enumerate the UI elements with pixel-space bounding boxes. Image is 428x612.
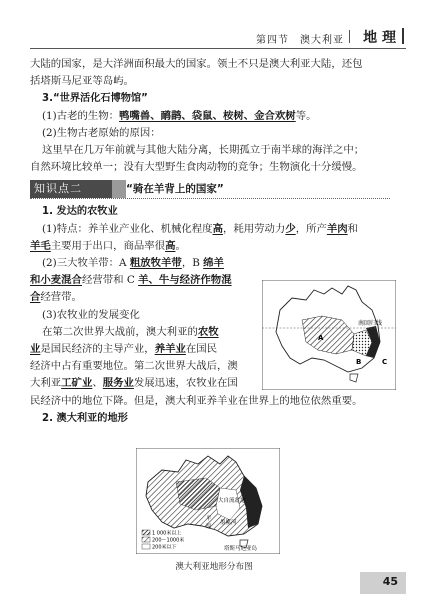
blank-answer: 少 — [285, 222, 296, 235]
text-run: ，所产 — [295, 222, 327, 235]
text-line: 自然环境比较单一；没有大型野生食肉动物的竞争；生物演化十分缓慢。 — [30, 161, 363, 174]
river-label: 墨累河 — [220, 520, 237, 526]
header-subject: 地 理 — [363, 30, 396, 46]
legend-label-high: 1 000米以上 — [152, 530, 182, 537]
text-run: 、 — [92, 377, 103, 390]
blank-answer: 粗放牧羊带 — [129, 257, 182, 270]
tropic-label: 南回归线 — [358, 320, 383, 327]
blank-answer: 服务业 — [102, 377, 134, 390]
legend-swatch-low — [142, 544, 150, 549]
text-run: 经营带和 C — [81, 274, 139, 287]
blank-answer: 工矿业 — [61, 377, 93, 390]
map-caption: 澳大利亚地形分布图 — [175, 562, 253, 572]
text-run: (1)古老的生物： — [42, 109, 120, 122]
text-line: 括塔斯马尼亚等岛屿。 — [30, 75, 134, 88]
blank-answer: 高 — [165, 239, 176, 252]
header-rule — [30, 48, 406, 49]
text-line — [30, 221, 390, 238]
blank-answer: 合 — [30, 291, 41, 304]
knowledge-tag-accent — [112, 180, 126, 198]
text-line — [30, 108, 390, 125]
header-section: 第四节 澳大利亚 — [256, 35, 344, 46]
blank-answer: 农牧 — [197, 325, 219, 338]
page-header — [30, 26, 406, 48]
blank-answer: 业 — [30, 343, 41, 356]
plain-label: 平 — [206, 516, 212, 522]
header-divider — [349, 30, 350, 43]
text-line: 大陆的国家，是大洋洲面积最大的国家。领土不只是澳大利亚大陆，还包 — [30, 58, 363, 70]
section-heading: 1. 发达的农牧业 — [42, 206, 118, 218]
blank-answer: 和小麦混合 — [30, 274, 82, 287]
text-run: 经营带。 — [40, 291, 82, 304]
blank-answer: 羊毛 — [30, 239, 51, 252]
tasmania-label: 塔斯马尼亚岛 — [224, 546, 258, 552]
blank-answer: 鸭嘴兽、鸸鹋、袋鼠、桉树、金合欢树 — [119, 109, 296, 122]
knowledge-point-bar — [30, 179, 390, 199]
header-bar — [402, 28, 404, 44]
blank-answer: 养羊业 — [154, 343, 186, 356]
text-run: 在第二次世界大战前，澳大利亚的 — [42, 325, 198, 338]
legend-swatch-high — [142, 530, 150, 535]
text-run: (1)特点：养羊业产业化、机械化程度 — [42, 222, 213, 235]
text-line — [30, 255, 390, 272]
text-line — [30, 238, 390, 255]
belt-b-label: B — [356, 358, 362, 366]
text-run: 是国民经济的主导产业， — [40, 343, 155, 356]
legend-label-mid: 200～1000米 — [152, 537, 185, 544]
legend-label-low: 200米以下 — [152, 544, 177, 551]
text-run: 大利亚 — [30, 377, 62, 390]
page-number: 45 — [382, 575, 398, 588]
legend-swatch-mid — [142, 537, 150, 542]
basin-label: 大自流盆地 — [218, 498, 246, 504]
text-run: 等。 — [295, 109, 317, 122]
text-line: 经济中占有重要地位。第二次世界大战后，澳 — [30, 360, 238, 373]
text-run: ，B — [181, 257, 204, 270]
blank-answer: 羊肉 — [326, 222, 348, 235]
page-number-box — [360, 572, 406, 594]
text-line: (3)农牧业的发展变化 — [42, 308, 140, 321]
blank-answer: 绵羊 — [203, 257, 224, 270]
plain-label-2: 原 — [206, 524, 212, 530]
belt-a-label: A — [318, 334, 324, 342]
text-line: 这里早在几万年前就与其他大陆分离，长期孤立于南半球的海洋之中； — [42, 144, 365, 157]
text-run: ，耗用劳动力 — [222, 222, 286, 235]
knowledge-tag: 知识点二 — [30, 180, 112, 198]
text-run: 主要用于出口，商品率很 — [50, 239, 166, 252]
blank-answer: 羊、牛与经济作物混 — [138, 274, 232, 287]
section-heading: 2. 澳大利亚的地形 — [42, 412, 128, 424]
text-line: (2)生物古老原始的原因： — [42, 126, 161, 139]
section-heading: 3.“世界活化石博物馆” — [42, 93, 148, 105]
text-run: 在国民 — [185, 343, 218, 356]
text-run: 。 — [175, 239, 186, 252]
terrain-map — [136, 448, 280, 554]
sheep-belt-map — [262, 280, 396, 390]
text-run: 和 — [347, 222, 359, 235]
text-run: 发展迅速，农牧业在国 — [133, 377, 238, 390]
text-line: 民经济中的地位下降。但是，澳大利亚养羊业在世界上的地位依然重要。 — [30, 394, 363, 407]
belt-c-label: C — [382, 358, 388, 366]
blank-answer: 高 — [212, 222, 223, 235]
text-run: (2)三大牧羊带：A — [42, 257, 130, 270]
knowledge-title: “骑在羊背上的国家” — [126, 183, 224, 196]
